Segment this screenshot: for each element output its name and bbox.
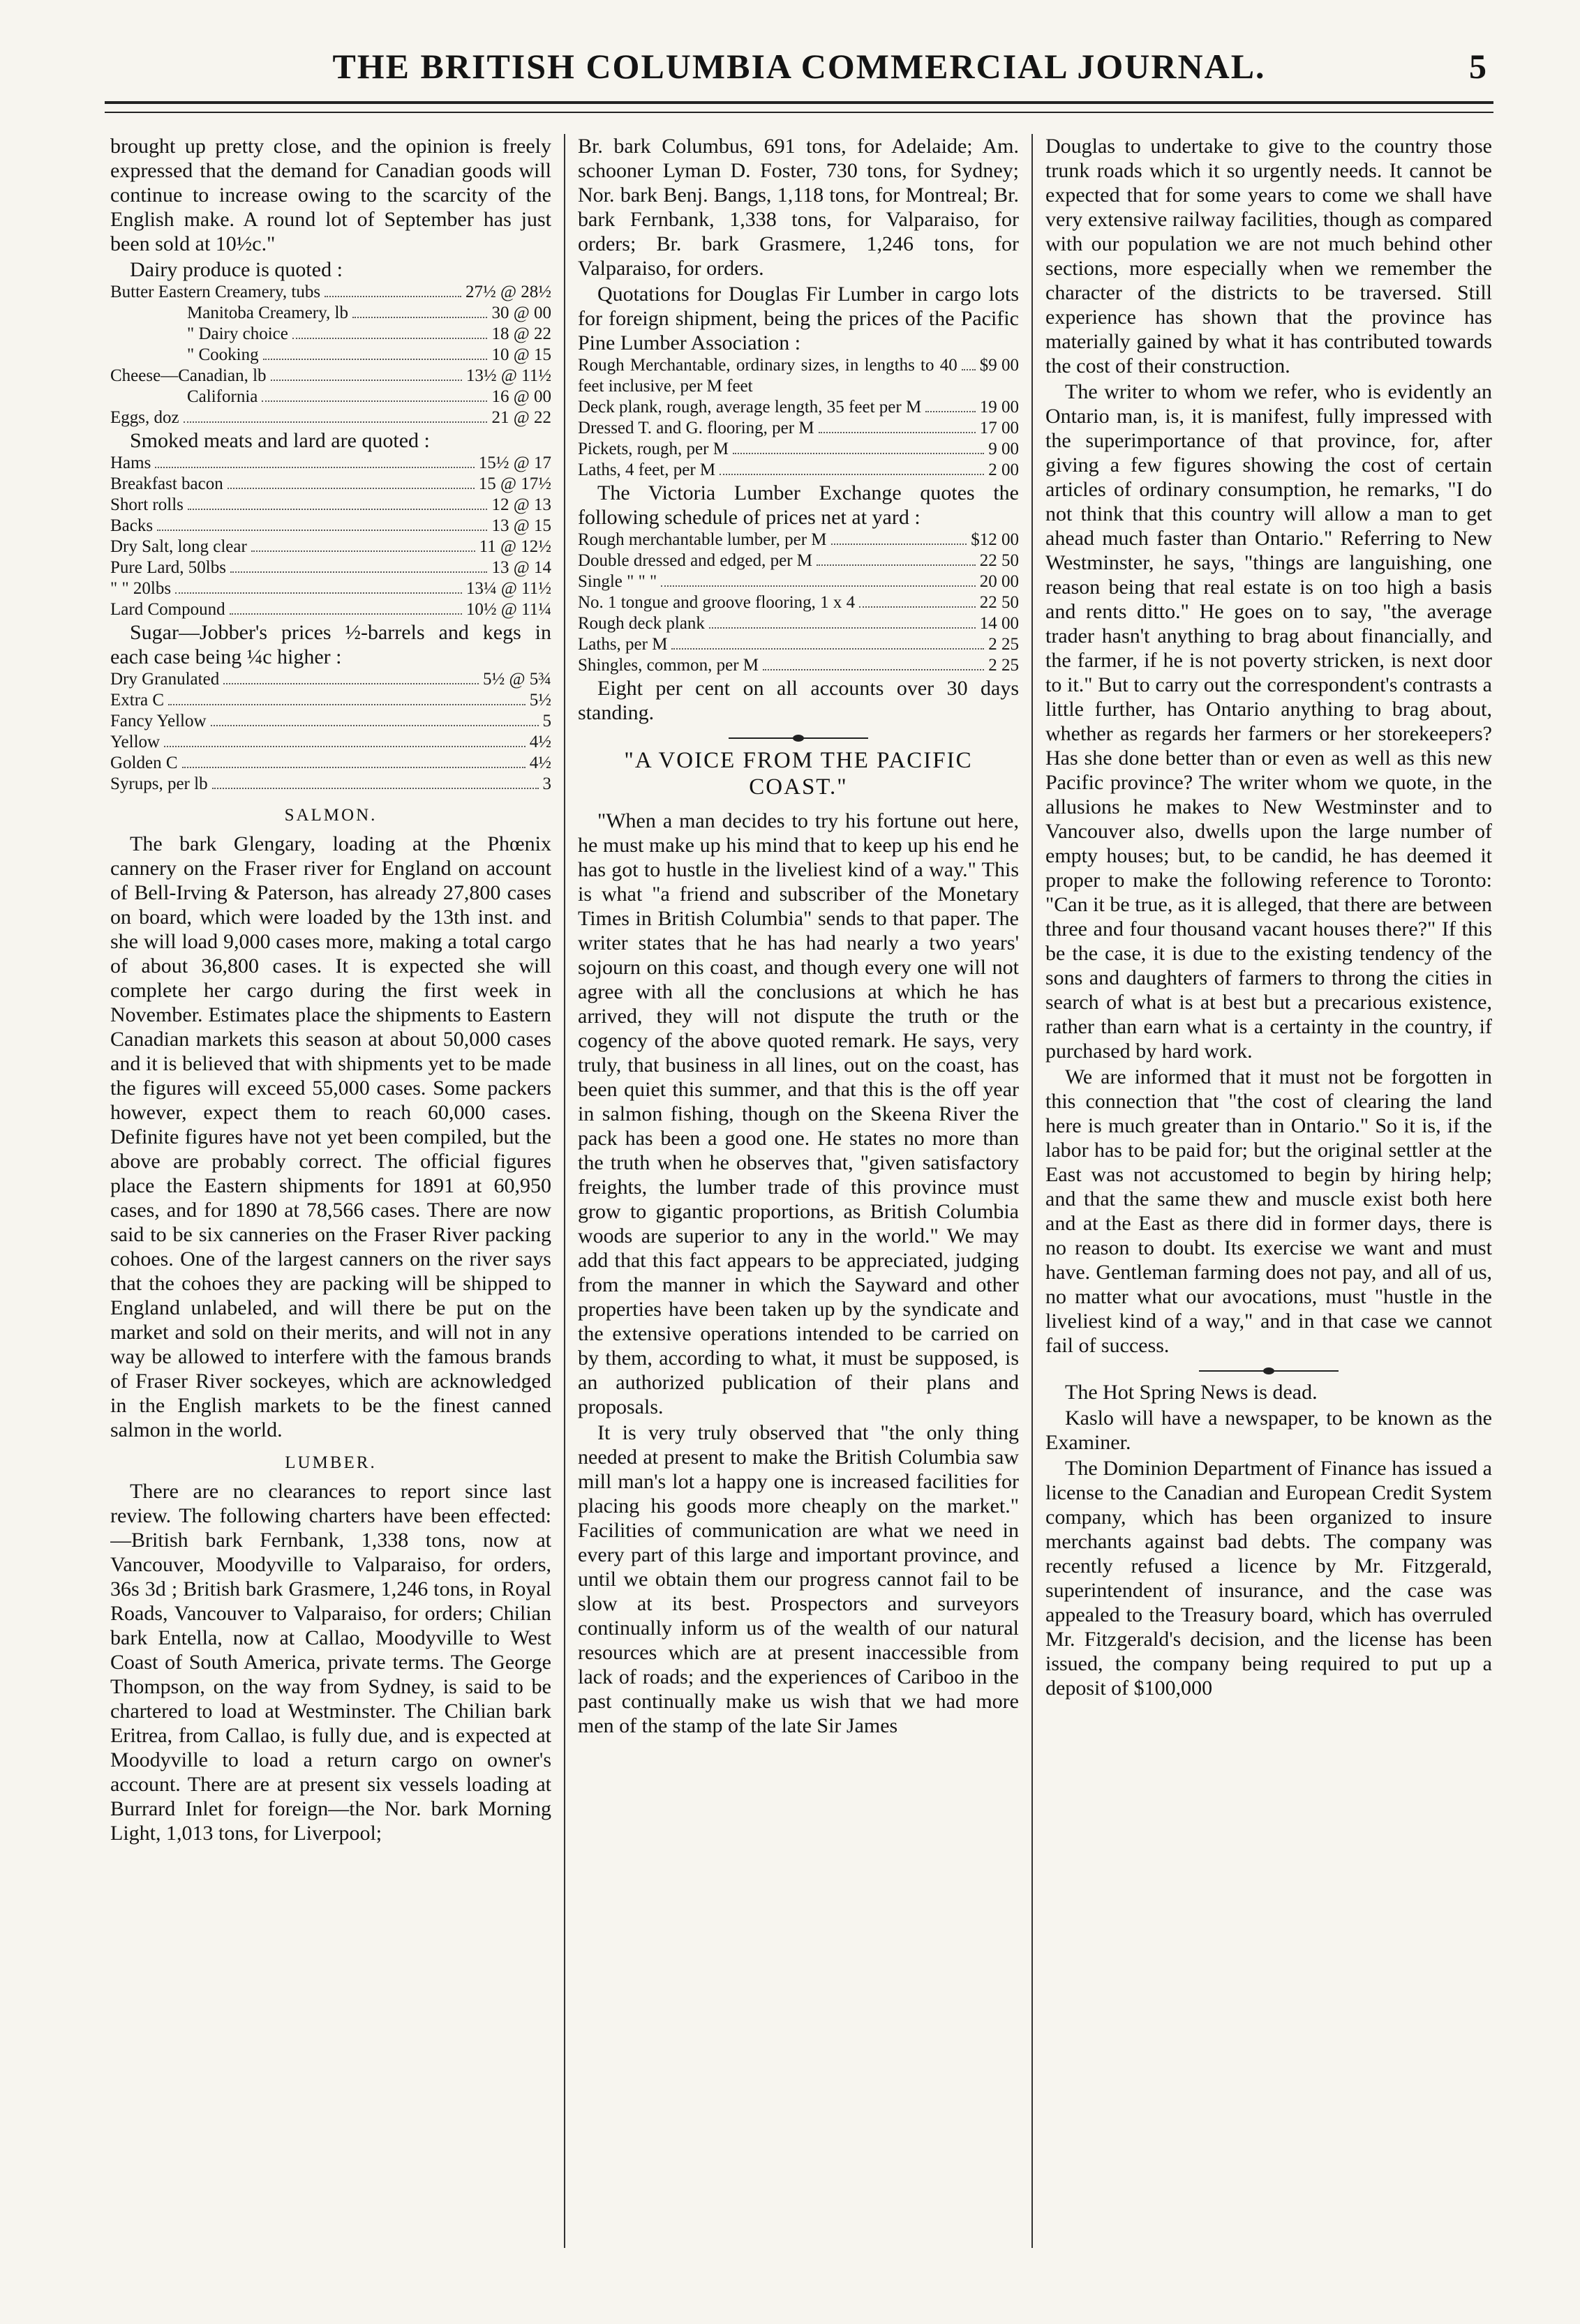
sugar-heading: Sugar—Jobber's prices ½-barrels and kegs in each case being ¼c higher : — [110, 621, 551, 668]
price-row: Yellow 4½ — [110, 733, 551, 751]
price-row: Fancy Yellow 5 — [110, 712, 551, 730]
column-1 — [110, 134, 551, 2248]
victoria-price-list — [578, 530, 1019, 676]
price-row: Shingles, common, per M 2 25 — [578, 656, 1019, 675]
paragraph: The Hot Spring News is dead. — [1065, 1381, 1318, 1404]
price-row: Double dressed and edged, per M 22 50 — [578, 551, 1019, 570]
paragraph: There are no clearances to report since last review. The following charters have been effected:—British bark Fernbank, 1,338 tons, now at Vancouver, Moodyville to Valparaiso, for orders, 36s 3d ; British bark Grasmere, 1,246 tons, in Royal Roads, Vancouver to Valparaiso, for orders; Chilian bark Entella, now at Callao, Moodyville to West Coast of South America, private terms. The George Thompson, on the way from Sydney, is said to be chartered to load at Westminster. The Chilian bark Eritrea, from Callao, is fully due, and is expected at Moodyville to load a return cargo on owner's account. There are at present six vessels loading at Burrard Inlet for foreign—the Nor. bark Morning Light, 1,013 tons, for Liverpool; — [110, 1480, 551, 1845]
column-2 — [578, 134, 1019, 2248]
price-row: Golden C 4½ — [110, 754, 551, 772]
paragraph: Eight per cent on all accounts over 30 days standing. — [578, 677, 1019, 724]
price-row: Laths, 4 feet, per M 2 00 — [578, 460, 1019, 479]
paragraph: The writer to whom we refer, who is evidently an Ontario man, is, it is manifest, fully impressed with the superimportance of that province, for, after giving a few figures showing the cost of certain articles of ordinary consumption, he remarks, "I do not think that this country will allow a man to get ahead much faster than Ontario." Referring to New Westminster, he says, "things are languishing, one reason being that real estate is on too high a basis and rents ditto." He goes on to say, "the average trader hasn't anything to brag about financially, and the farmer, if he is not poverty stricken, is next door to it." But to carry out the correspondent's contrasts a little further, has Ontario anything to brag about, whether as regards her farmers or her storekeepers? Has she done better than or even as well as this new Pacific province? The writer whom we quote, in the allusions he makes to New Westminster and to Vancouver also, dwells upon the large number of empty houses; but, to be candid, he has deemed it proper to make the following reference to Toronto: "Can it be true, as it is alleged, that there are between three and four thousand vacant houses there?" If this be the case, it is due to the existing tendency of the sons and daughters of farmers to throng the cities in search of what is at best but a precarious existence, rather than earn what is a certainty in the country, if purchased by hard work. — [1045, 380, 1492, 1063]
section-heading-salmon: SALMON. — [284, 806, 378, 825]
section-divider — [729, 737, 868, 739]
paragraph: Br. bark Columbus, 691 tons, for Adelaide; Am. schooner Lyman D. Foster, 730 tons, for Sydney; Nor. bark Benj. Bangs, 1,118 tons, for Montreal; Br. bark Fernbank, 1,338 tons, for Valparaiso, for orders; Br. bark Grasmere, 1,246 tons, for Valparaiso, for orders. — [578, 135, 1019, 280]
price-row: Rough deck plank 14 00 — [578, 614, 1019, 633]
price-row: California 16 @ 00 — [187, 387, 551, 406]
column-divider — [564, 134, 565, 2248]
smoked-price-list — [110, 453, 551, 620]
paragraph: It is very truly observed that "the only thing needed at present to make the British Columbia saw mill man's lot a happy one is increased facilities for placing his goods more cheaply on the market." Facilities of communication are what we need in every part of this large and important province, and until we obtain them our progress cannot fail to be slow at its best. Prospectors and surveyors continually inform us of the wealth of our natural resources which are at present inaccessible from lack of roads; and the experiences of Cariboo in the past continually make us wish that we had more men of the stamp of the late Sir James — [578, 1421, 1019, 1737]
column-divider — [1031, 134, 1033, 2248]
price-row: Pure Lard, 50lbs 13 @ 14 — [110, 558, 551, 577]
price-row: Cheese—Canadian, lb 13½ @ 11½ — [110, 366, 551, 385]
price-row: " Dairy choice 18 @ 22 — [187, 324, 551, 343]
paragraph: The Victoria Lumber Exchange quotes the following schedule of prices net at yard : — [578, 481, 1019, 529]
paragraph: Kaslo will have a newspaper, to be known as the Examiner. — [1045, 1407, 1492, 1454]
header-rule-thin — [105, 112, 1493, 113]
journal-title: THE BRITISH COLUMBIA COMMERCIAL JOURNAL. — [332, 47, 1266, 86]
price-row: Pickets, rough, per M 9 00 — [578, 440, 1019, 458]
paragraph: Douglas to undertake to give to the country those trunk roads which it so urgently needs. It cannot be expected that for some years to come we shall have very extensive railway facilities, though as compared with our population we are not much behind other sections, more especially when we remember the character of the districts to be traversed. Still experience has shown that the province has materially gained by what it has contributed towards the cost of their construction. — [1045, 135, 1492, 377]
header-rule — [105, 101, 1493, 104]
price-row: Lard Compound 10½ @ 11¼ — [110, 600, 551, 619]
page-header — [105, 40, 1493, 89]
price-row: Single " " " 20 00 — [578, 572, 1019, 591]
price-row: " " 20lbs 13¼ @ 11½ — [110, 579, 551, 598]
price-row: Hams 15½ @ 17 — [110, 453, 551, 472]
price-row: Eggs, doz 21 @ 22 — [110, 408, 551, 427]
section-divider — [1199, 1370, 1339, 1372]
paragraph: brought up pretty close, and the opinion is freely expressed that the demand for Canadian goods will continue to increase owing to the scarcity of the English make. A round lot of September has just been sold at 10½c." — [110, 135, 551, 255]
price-row: Short rolls 12 @ 13 — [110, 495, 551, 514]
section-heading-lumber: LUMBER. — [285, 1453, 377, 1472]
price-row: Rough merchantable lumber, per M $12 00 — [578, 530, 1019, 549]
paragraph: We are informed that it must not be forgotten in this connection that "the cost of clearing the land here is much greater than in Ontario." So it is, if the labor has to be paid for; but the original settler at the East was not accustomed to begin by hiring help; and that the same thew and muscle exist both here and at the East as there did in former days, there is no reason to doubt. Its exercise we want and must have. Gentleman farming does not pay, and all of us, no matter what our avocations, must "hustle in the liveliest kind of a way," and in that case we cannot fail of success. — [1045, 1065, 1492, 1357]
smoked-heading: Smoked meats and lard are quoted : — [130, 429, 430, 452]
price-row: No. 1 tongue and groove flooring, 1 x 4 22 50 — [578, 593, 1019, 612]
price-row: Rough Merchantable, ordinary sizes, in lengths to 40 feet inclusive, per M feet $9 00 — [578, 356, 1019, 396]
dairy-price-list — [110, 282, 551, 428]
price-row: Dry Salt, long clear 11 @ 12½ — [110, 537, 551, 556]
paragraph: The bark Glengary, loading at the Phœnix cannery on the Fraser river for England on account of Bell-Irving & Paterson, has already 27,800 cases on board, which were loaded by the 13th inst. and she will load 9,000 cases more, making a total cargo of about 36,800 cases. It is expected she will complete her cargo during the first week in November. Estimates place the shipments to Eastern Canadian markets this season at about 50,000 cases and it is believed that with shipments yet to be made the figures will exceed 55,000 cases. Some packers however, expect them to reach 60,000 cases. Definite figures have not yet been compiled, but the above are probably correct. The official figures place the Eastern shipments for 1891 at 60,950 cases, and for 1890 at 78,566 cases. There are now said to be six canneries on the Fraser River packing cohoes. One of the largest canners on the river says that the cohoes they are packing will be shipped to England unlabeled, and will there be put on the market and sold on their merits, and will not in any way be allowed to interfere with the famous brands of Fraser River sockeyes, which are acknowledged in the English markets to be the finest canned salmon in the world. — [110, 832, 551, 1441]
paragraph: The Dominion Department of Finance has issued a license to the Canadian and European Credit System company, which has been organized to insure merchants against bad debts. The company was recently refused a licence by Mr. Fitzgerald, superintendent of insurance, and the case was appealed to the Treasury board, which has overruled Mr. Fitzgerald's decision, and the license has been issued, the company being required to put up a deposit of $100,000 — [1045, 1457, 1492, 1700]
paragraph: "When a man decides to try his fortune out here, he must make up his mind that to keep up his end he has got to hustle in the liveliest kind of a way." This is what "a friend and subscriber of the Monetary Times in British Columbia" sends to that paper. The writer states that he has had nearly a two years' sojourn on this coast, and though every one will not agree with all the conclusions at which he has arrived, they will not dispute the truth or the cogency of the above quoted remark. He says, very truly, that business in all lines, out on the coast, has been quiet this summer, and that this is the off year in salmon fishing, though on the Skeena River the pack has been a good one. He states no more than the truth when he observes that, "given satisfactory freights, the lumber trade of this province must grow to gigantic proportions, as British Columbia woods are superior to any in the world." We may add that this fact appears to be appreciated, judging from the manner in which the Sayward and other properties have been taken up by the syndicate and the extensive operations intended to be carried on by them, according to what, it must be supposed, is an authorized publication of their plans and proposals. — [578, 809, 1019, 1418]
paragraph: Quotations for Douglas Fir Lumber in cargo lots for foreign shipment, being the prices of the Pacific Pine Lumber Association : — [578, 283, 1019, 354]
price-row: Extra C 5½ — [110, 691, 551, 710]
price-row: " Cooking 10 @ 15 — [187, 345, 551, 364]
price-row: Syrups, per lb 3 — [110, 774, 551, 793]
price-row: Laths, per M 2 25 — [578, 635, 1019, 654]
column-3 — [1045, 134, 1492, 2248]
price-row: Deck plank, rough, average length, 35 feet per M 19 00 — [578, 398, 1019, 417]
price-row: Dry Granulated 5½ @ 5¾ — [110, 670, 551, 689]
fir-price-list — [578, 355, 1019, 481]
page-number: 5 — [1469, 47, 1486, 86]
dairy-heading: Dairy produce is quoted : — [130, 258, 343, 281]
sugar-price-list — [110, 669, 551, 795]
price-row: Butter Eastern Creamery, tubs 27½ @ 28½ — [110, 283, 551, 301]
article-heading: "A VOICE FROM THE PACIFIC COAST." — [624, 748, 973, 800]
price-row: Backs 13 @ 15 — [110, 516, 551, 535]
price-row: Manitoba Creamery, lb 30 @ 00 — [187, 303, 551, 322]
price-row: Dressed T. and G. flooring, per M 17 00 — [578, 419, 1019, 437]
price-row: Breakfast bacon 15 @ 17½ — [110, 474, 551, 493]
